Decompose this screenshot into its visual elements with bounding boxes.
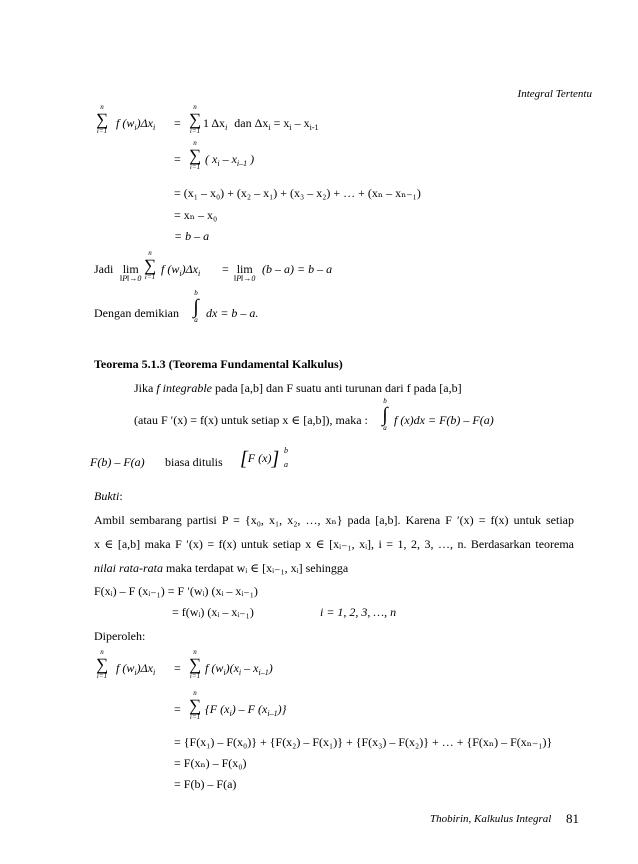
theorem-line1: Jika f integrable pada [a,b] dan F suatu anti turunan dari f pada [a,b]	[134, 381, 462, 395]
final-rhs1: f $(w_i)(x_i - x_{i-1})$	[205, 661, 273, 677]
eq5: = b – a	[174, 229, 210, 243]
final-line3: = {F(x₁) – F(x₀)} + {F(x₂) – F(x₁)} + {F(x₃) – F(x₂)} + … + {F(xₙ) – F(xₙ₋₁)}	[174, 735, 553, 749]
eq4: = xₙ – x₀	[174, 208, 218, 222]
sum-symbol: n ∑ i=1	[95, 103, 109, 135]
sum-symbol: n ∑ i=1	[188, 139, 202, 171]
eq1-equals: =	[174, 116, 181, 130]
final-line5: = F(b) – F(a)	[174, 777, 237, 791]
sum-symbol: n ∑ i=1	[95, 648, 109, 680]
page-number: 81	[566, 811, 579, 826]
eq1-rhs: 1 $\Delta x_i$ dan $\Delta x_i = x_i - x_{i-1}$	[203, 116, 319, 132]
sum-upper-limit: n	[100, 103, 104, 111]
theorem-line3-bracket: [F (x)]	[240, 448, 280, 470]
jadi-lim: lim ‖P‖→0	[120, 262, 142, 283]
sum-symbol: n ∑ i=1	[188, 103, 202, 135]
theorem-title: Teorema 5.1.3 (Teorema Fundamental Kalkulus)	[94, 357, 343, 371]
proof-p4: F(xᵢ) – F (xᵢ₋₁) = F ′(wᵢ) (xᵢ – xᵢ₋₁)	[94, 584, 258, 598]
dengan-body: dx = b – a.	[206, 306, 259, 320]
sum-symbol: n ∑ i=1	[188, 648, 202, 680]
sum-lower-limit: i=1	[96, 127, 108, 135]
final-equals2: =	[174, 702, 181, 716]
theorem-line2-rhs: f (x)dx = F(b) – F(a)	[394, 413, 494, 427]
proof-p5-range: i = 1, 2, 3, …, n	[320, 605, 397, 619]
proof-p2: x ∈ [a,b] maka F ′(x) = f(x) untuk setiap x ∈ [xᵢ₋₁, xᵢ], i = 1, 2, 3, …, n. Berdasarkan teorema	[94, 537, 574, 551]
final-equals: =	[174, 661, 181, 675]
proof-p3: nilai rata-rata maka terdapat wᵢ ∈ [xᵢ₋₁, xᵢ] sehingga	[94, 561, 349, 575]
eq3: = (x₁ – x₀) + (x₂ – x₁) + (x₃ – x₂) + … + (xₙ – xₙ₋₁)	[174, 186, 421, 200]
jadi-equals: =	[222, 262, 229, 276]
jadi-lead: Jadi	[94, 262, 114, 276]
integral-symbol: b ∫ a	[193, 289, 199, 324]
sum-symbol: n ∑ i=1	[188, 689, 202, 721]
proof-label: Bukti:	[94, 489, 123, 503]
sum-symbol: n ∑ i=1	[143, 249, 157, 281]
proof-p5: = f(wᵢ) (xᵢ – xᵢ₋₁)	[172, 605, 254, 619]
dengan-lead: Dengan demikian	[94, 306, 179, 320]
jadi-lim2: lim ‖P‖→0	[234, 262, 256, 283]
jadi-body: f $(w_i)\Delta x_i$	[161, 262, 201, 278]
theorem-line2: (atau F ′(x) = f(x) untuk setiap x ∈ [a,b]), maka :	[134, 413, 368, 427]
integral-symbol: b ∫ a	[382, 397, 388, 432]
running-header: Integral Tertentu	[517, 88, 592, 100]
diperoleh: Diperoleh:	[94, 629, 146, 643]
theorem-line3-mid: biasa ditulis	[165, 455, 223, 469]
final-rhs2: {F $(x_i)$ – F $(x_{i-1})$}	[205, 702, 287, 718]
eq1-lhs: f $(w_i)\Delta x_i$	[116, 116, 156, 132]
eq2-equals: =	[174, 152, 181, 166]
bracket-upper: b	[284, 446, 288, 455]
footer-author-book: Thobirin, Kalkulus Integral	[430, 813, 552, 825]
proof-p1: Ambil sembarang partisi P = {x₀, x₁, x₂, …, xₙ} pada [a,b]. Karena F ′(x) = f(x) untuk setiap	[94, 513, 574, 527]
final-line4: = F(xₙ) – F(x₀)	[174, 756, 247, 770]
jadi-rhs: (b – a) = b – a	[262, 262, 333, 276]
eq2-rhs: ( $x_i - x_{i-1}$ )	[205, 152, 255, 168]
theorem-line3-lhs: F(b) – F(a)	[90, 455, 145, 469]
final-lhs: f $(w_i)\Delta x_i$	[116, 661, 156, 677]
bracket-lower: a	[284, 460, 288, 469]
